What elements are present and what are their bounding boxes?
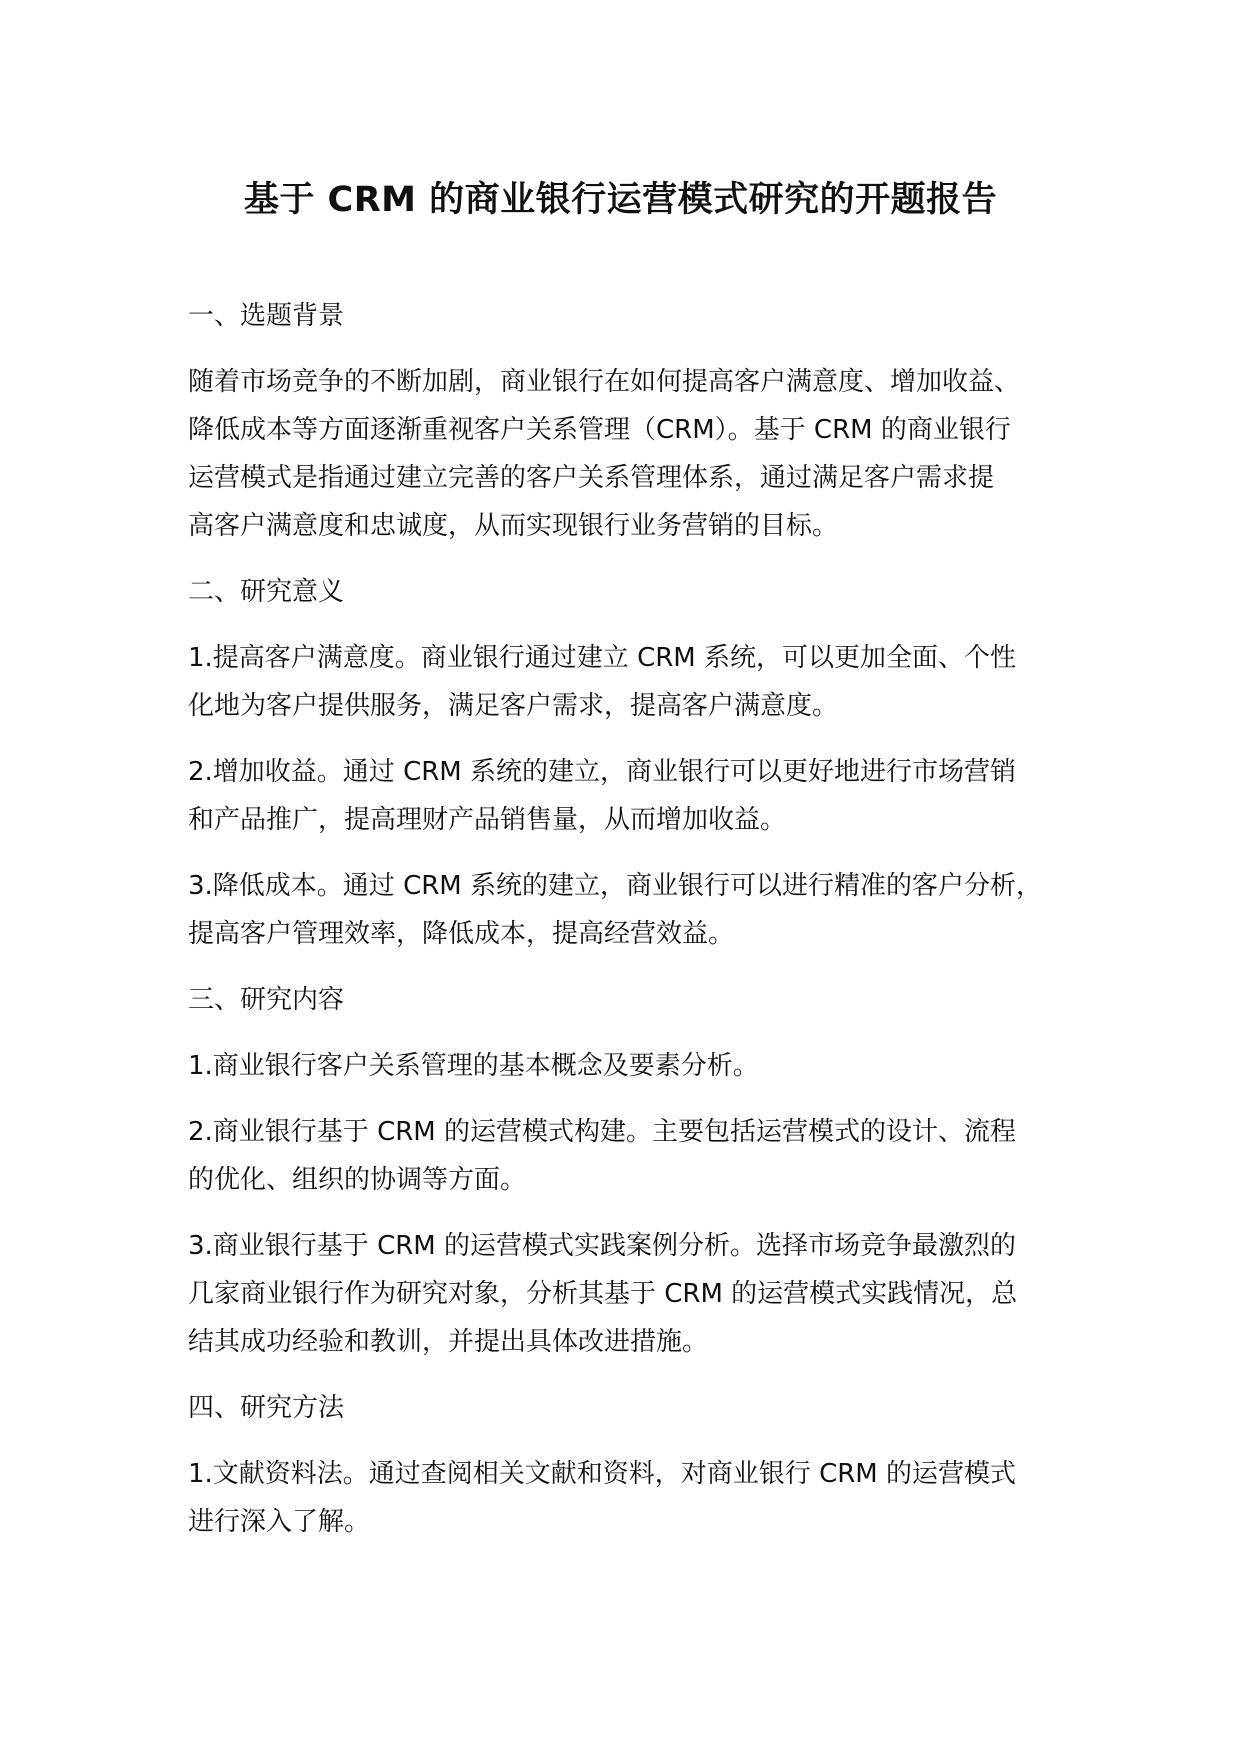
text-line: 1.商业银行客户关系管理的基本概念及要素分析。: [188, 1051, 759, 1081]
paragraph-content-2: [188, 1108, 1078, 1204]
document-body: [188, 292, 1078, 1564]
text-line: 运营模式是指通过建立完善的客户关系管理体系，通过满足客户需求提: [188, 463, 995, 493]
text-line: 高客户满意度和忠诚度，从而实现银行业务营销的目标。: [188, 511, 839, 541]
text-line: 进行深入了解。: [188, 1507, 371, 1537]
text-line: 化地为客户提供服务，满足客户需求，提高客户满意度。: [188, 691, 839, 721]
section-heading-background: 一、选题背景: [188, 301, 345, 331]
text-line: 1.文献资料法。通过查阅相关文献和资料，对商业银行 CRM 的运营模式: [188, 1459, 1016, 1489]
paragraph-background: [188, 358, 1078, 550]
text-line: 结其成功经验和教训，并提出具体改进措施。: [188, 1327, 709, 1357]
section-heading-significance: 二、研究意义: [188, 577, 345, 607]
text-line: 2.增加收益。通过 CRM 系统的建立，商业银行可以更好地进行市场营销: [188, 757, 1016, 787]
text-line: 1.提高客户满意度。商业银行通过建立 CRM 系统，可以更加全面、个性: [188, 643, 1016, 673]
text-line: 2.商业银行基于 CRM 的运营模式构建。主要包括运营模式的设计、流程: [188, 1117, 1016, 1147]
paragraph-significance-3: [188, 862, 1078, 958]
text-line: 3.商业银行基于 CRM 的运营模式实践案例分析。选择市场竞争最激烈的: [188, 1231, 1016, 1261]
section-heading-content: 三、研究内容: [188, 985, 345, 1015]
paragraph-content-3: [188, 1222, 1078, 1366]
paragraph-significance-1: [188, 634, 1078, 730]
section-heading-methods: 四、研究方法: [188, 1393, 345, 1423]
text-line: 的优化、组织的协调等方面。: [188, 1165, 527, 1195]
text-line: 3.降低成本。通过 CRM 系统的建立，商业银行可以进行精准的客户分析，: [188, 871, 1042, 901]
paragraph-significance-2: [188, 748, 1078, 844]
text-line: 随着市场竞争的不断加剧，商业银行在如何提高客户满意度、增加收益、: [188, 367, 1021, 397]
paragraph-methods-1: [188, 1450, 1078, 1546]
text-line: 和产品推广，提高理财产品销售量，从而增加收益。: [188, 805, 787, 835]
paragraph-content-1: [188, 1042, 1078, 1090]
text-line: 几家商业银行作为研究对象，分析其基于 CRM 的运营模式实践情况，总: [188, 1279, 1018, 1309]
text-line: 提高客户管理效率，降低成本，提高经营效益。: [188, 919, 735, 949]
text-line: 降低成本等方面逐渐重视客户关系管理（CRM）。基于 CRM 的商业银行: [188, 415, 1011, 445]
document-title: 基于 CRM 的商业银行运营模式研究的开题报告: [243, 180, 998, 220]
